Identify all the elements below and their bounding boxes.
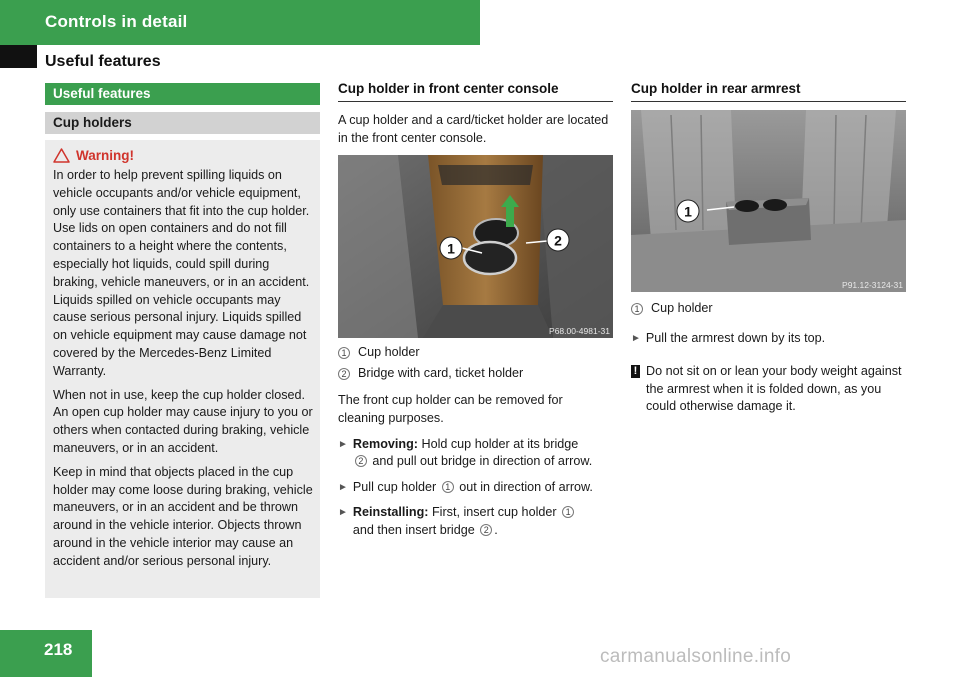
- inline-number: 1: [562, 506, 574, 518]
- step-text: out in direction of arrow.: [459, 479, 593, 494]
- legend-item: [338, 365, 613, 383]
- gray-heading-bar: [45, 112, 320, 134]
- caution-note: [631, 363, 906, 416]
- front-console-photo: [338, 155, 613, 338]
- step-arrow-icon: ►: [338, 438, 348, 450]
- page-number-box: [0, 630, 92, 677]
- step-pull-armrest: [631, 330, 906, 348]
- photo-code: P68.00-4981-31: [549, 326, 610, 337]
- rear-armrest-photo: [631, 110, 906, 292]
- step-removing: [338, 436, 613, 471]
- green-heading-bar: [45, 83, 320, 105]
- inline-number: 2: [355, 455, 367, 467]
- callout-1: 1: [684, 203, 692, 220]
- note-text: Do not sit on or lean your body weight against the armrest when it is folded down, as you could otherwise damage it.: [646, 364, 902, 414]
- callout-1: 1: [447, 240, 455, 257]
- legend-number: 1: [338, 347, 350, 359]
- chapter-header-band: [0, 0, 480, 45]
- front-console-intro: A cup holder and a card/ticket holder are located in the front center console.: [338, 113, 609, 145]
- front-console-heading: Cup holder in front center console: [338, 80, 613, 102]
- front-console-section: [338, 80, 613, 540]
- step-arrow-icon: ►: [338, 507, 348, 519]
- page-number: 218: [44, 640, 73, 659]
- step-arrow-icon: ►: [631, 332, 641, 344]
- step-arrow-icon: ►: [338, 481, 348, 493]
- step-text: Pull the armrest down by its top.: [645, 330, 826, 345]
- step-pull: [338, 479, 613, 497]
- inline-number: 1: [442, 481, 454, 493]
- warning-paragraph: When not in use, keep the cup holder closed. An open cup holder may cause injury to you or others when contacted during braking, vehicle maneuvers, or in an accident.: [53, 387, 313, 455]
- callout-2: 2: [554, 232, 562, 249]
- step-text: and then insert bridge: [352, 522, 475, 537]
- legend-item: [631, 300, 906, 318]
- step-text: and pull out bridge in direction of arrow.: [372, 454, 593, 469]
- step-text: First, insert cup holder: [431, 505, 557, 520]
- step-text: Hold cup holder at its bridge: [421, 436, 579, 451]
- watermark: carmanualsonline.info: [600, 646, 792, 667]
- step-label: Removing:: [352, 436, 418, 451]
- legend-number: 1: [631, 303, 643, 315]
- inline-number: 2: [480, 524, 492, 536]
- section-title: Useful features: [45, 53, 161, 70]
- warning-title: Warning!: [76, 147, 134, 163]
- warning-paragraph: Keep in mind that objects placed in the cup holder may come loose during braking, vehicle maneuvers, or in an accident and be thrown around in the vehicle interior. Objects thrown around in the vehicle interior may cause an accident and/or serious personal injury.: [53, 464, 313, 568]
- step-text: Pull cup holder: [352, 479, 437, 494]
- warning-paragraph: In order to help prevent spilling liquids on vehicle occupants and/or vehicle equipment, only use containers that fit into the cup holder. Use lids on open containers and do not fill containers to a height where the contents, especially hot liquids, could spill during braking, vehicle maneuvers, or in an accident. Liquids spilled on vehicle occupants may cause serious personal injury. Liquids spilled on vehicle equipment may cause damage not covered by the Mercedes-Benz Limited Warranty.: [53, 168, 310, 378]
- legend-text: Bridge with card, ticket holder: [358, 365, 524, 380]
- warning-box: [45, 140, 320, 598]
- section-marker: [0, 45, 37, 68]
- rear-armrest-section: [631, 80, 906, 416]
- exclamation-icon: !: [631, 365, 640, 378]
- legend-text: Cup holder: [651, 301, 713, 315]
- gray-heading: Cup holders: [53, 115, 132, 130]
- rear-armrest-heading: Cup holder in rear armrest: [631, 80, 906, 102]
- step-reinstalling: [338, 504, 613, 539]
- photo-code: P91.12-3124-31: [842, 280, 903, 290]
- legend-text: Cup holder: [358, 345, 420, 360]
- warning-header: [53, 144, 314, 166]
- chapter-title: Controls in detail: [45, 12, 188, 31]
- step-label: Reinstalling:: [352, 505, 429, 520]
- green-heading: Useful features: [53, 86, 151, 101]
- legend-number: 2: [338, 368, 350, 380]
- legend-item: [338, 344, 613, 362]
- removable-note: The front cup holder can be removed for cleaning purposes.: [338, 393, 563, 425]
- step-text: .: [494, 522, 498, 537]
- warning-triangle-icon: [53, 148, 70, 163]
